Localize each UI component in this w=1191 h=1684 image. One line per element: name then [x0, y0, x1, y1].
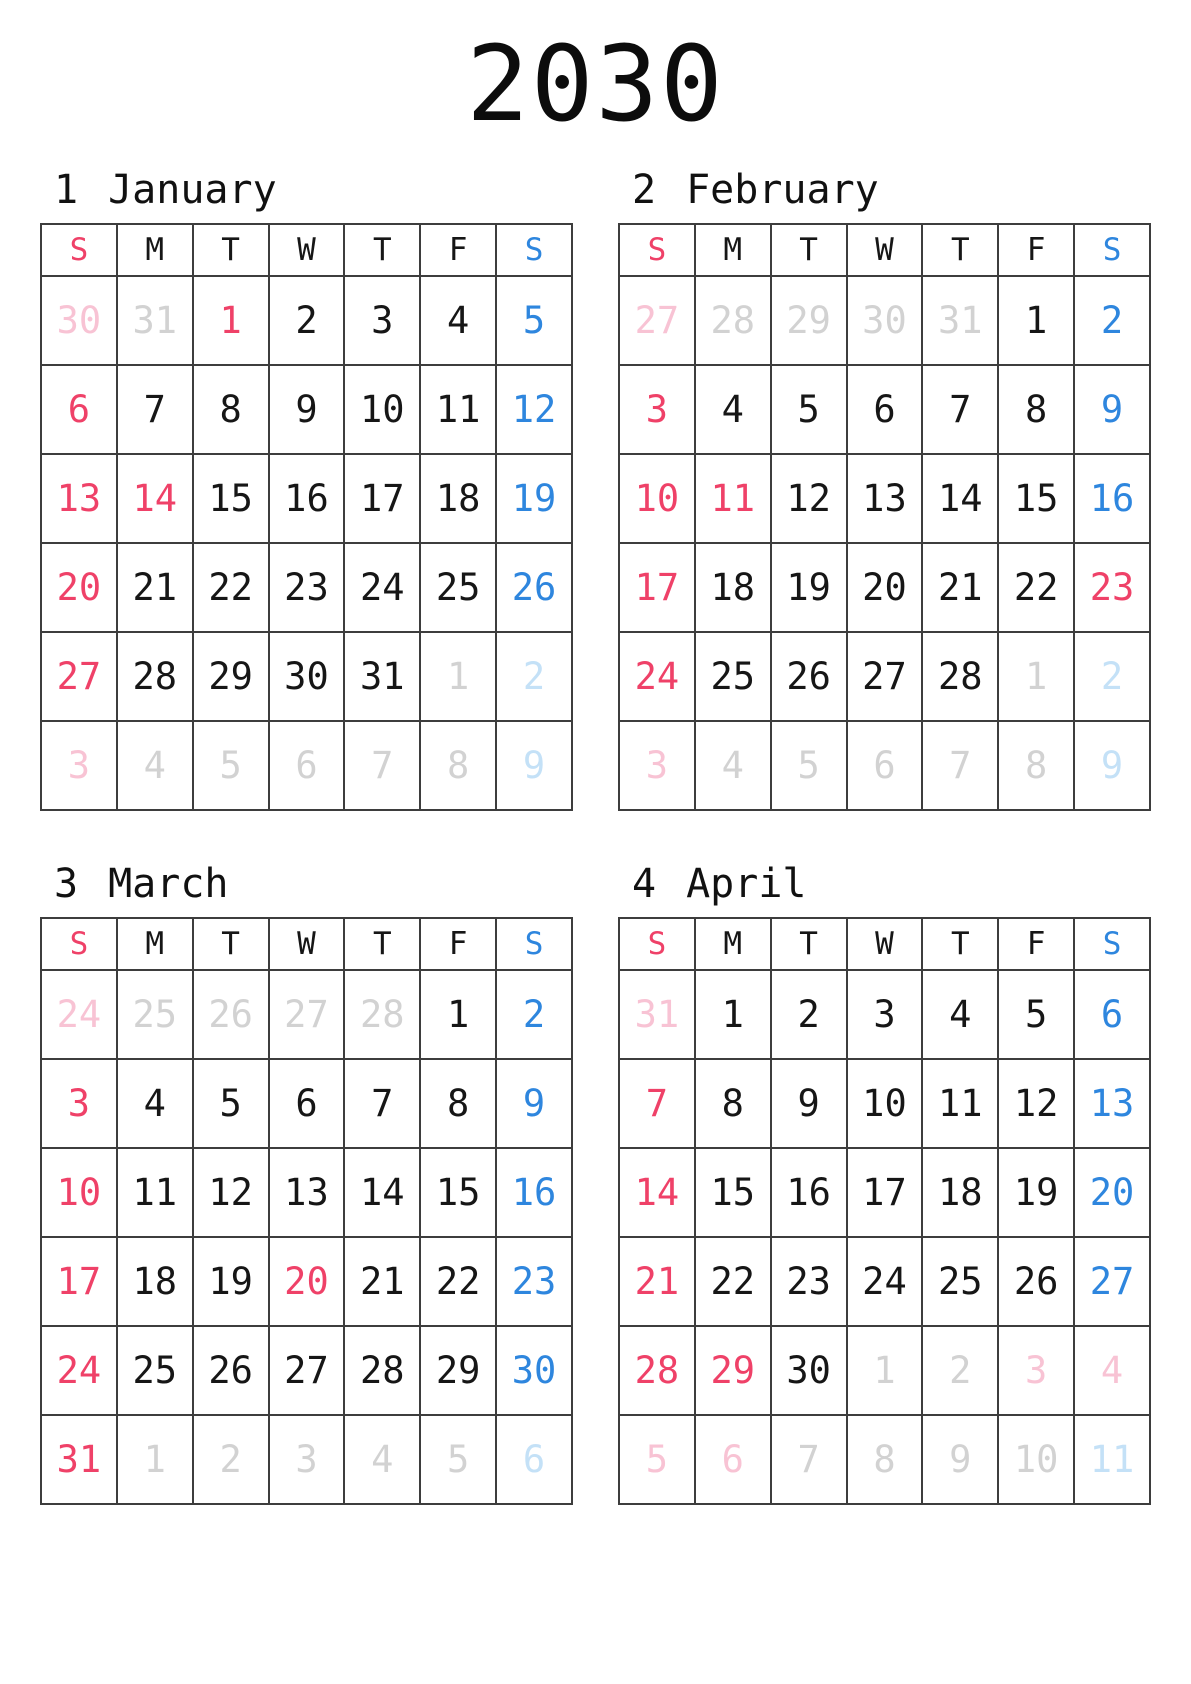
month-number: 3 [54, 861, 79, 908]
day-cell: 22 [998, 543, 1074, 632]
day-cell: 26 [193, 1326, 269, 1415]
day-cell: 5 [771, 721, 847, 810]
day-cell: 18 [420, 454, 496, 543]
day-cell: 8 [193, 365, 269, 454]
day-cell: 27 [619, 276, 695, 365]
day-cell: 21 [619, 1237, 695, 1326]
day-cell: 18 [117, 1237, 193, 1326]
day-cell: 5 [193, 1059, 269, 1148]
day-cell: 7 [344, 721, 420, 810]
day-cell: 28 [695, 276, 771, 365]
week-row [41, 1326, 572, 1415]
day-header-sunday: S [619, 918, 695, 970]
day-cell: 13 [269, 1148, 345, 1237]
day-cell: 25 [922, 1237, 998, 1326]
day-cell: 15 [998, 454, 1074, 543]
week-row [619, 454, 1150, 543]
day-header-t: T [771, 918, 847, 970]
day-cell: 8 [695, 1059, 771, 1148]
day-cell: 2 [193, 1415, 269, 1504]
day-cell: 9 [1074, 721, 1150, 810]
day-cell: 24 [41, 970, 117, 1059]
day-cell: 13 [847, 454, 923, 543]
day-cell: 8 [420, 721, 496, 810]
day-cell: 24 [847, 1237, 923, 1326]
day-header-t: T [344, 224, 420, 276]
month-april [618, 855, 1151, 1505]
day-cell: 3 [998, 1326, 1074, 1415]
month-name: February [686, 167, 879, 214]
day-cell: 28 [117, 632, 193, 721]
day-cell: 27 [269, 1326, 345, 1415]
day-cell: 31 [41, 1415, 117, 1504]
day-cell: 23 [496, 1237, 572, 1326]
day-cell: 23 [1074, 543, 1150, 632]
day-cell: 27 [1074, 1237, 1150, 1326]
day-cell: 16 [269, 454, 345, 543]
day-cell: 10 [41, 1148, 117, 1237]
day-cell: 24 [41, 1326, 117, 1415]
day-cell: 1 [847, 1326, 923, 1415]
day-cell: 6 [695, 1415, 771, 1504]
day-cell: 28 [344, 970, 420, 1059]
day-cell: 4 [695, 721, 771, 810]
day-header-t: T [922, 918, 998, 970]
week-row [619, 1059, 1150, 1148]
day-cell: 31 [117, 276, 193, 365]
day-cell: 28 [619, 1326, 695, 1415]
day-cell: 20 [269, 1237, 345, 1326]
day-cell: 9 [1074, 365, 1150, 454]
day-cell: 11 [922, 1059, 998, 1148]
day-cell: 5 [771, 365, 847, 454]
day-header-saturday: S [496, 918, 572, 970]
day-cell: 16 [496, 1148, 572, 1237]
day-cell: 14 [344, 1148, 420, 1237]
day-cell: 14 [922, 454, 998, 543]
day-cell: 5 [619, 1415, 695, 1504]
day-cell: 29 [420, 1326, 496, 1415]
day-cell: 1 [117, 1415, 193, 1504]
day-cell: 4 [344, 1415, 420, 1504]
month-name: March [108, 861, 229, 908]
day-cell: 16 [1074, 454, 1150, 543]
year-title: 2030 [466, 23, 725, 145]
week-row [619, 721, 1150, 810]
week-row [41, 1148, 572, 1237]
day-cell: 5 [496, 276, 572, 365]
day-cell: 11 [1074, 1415, 1150, 1504]
month-calendar-table [40, 917, 573, 1505]
day-cell: 3 [269, 1415, 345, 1504]
day-header-m: M [117, 224, 193, 276]
day-cell: 17 [619, 543, 695, 632]
day-cell: 21 [922, 543, 998, 632]
day-cell: 11 [117, 1148, 193, 1237]
day-cell: 15 [193, 454, 269, 543]
day-cell: 3 [619, 365, 695, 454]
month-name: April [686, 861, 807, 908]
day-cell: 12 [193, 1148, 269, 1237]
month-name: January [108, 167, 277, 214]
day-cell: 15 [420, 1148, 496, 1237]
day-cell: 19 [998, 1148, 1074, 1237]
day-cell: 22 [193, 543, 269, 632]
day-cell: 22 [695, 1237, 771, 1326]
day-cell: 26 [998, 1237, 1074, 1326]
day-cell: 1 [998, 276, 1074, 365]
month-march [40, 855, 573, 1505]
day-cell: 6 [847, 365, 923, 454]
day-header-row [41, 224, 572, 276]
day-cell: 27 [847, 632, 923, 721]
day-cell: 19 [496, 454, 572, 543]
day-cell: 30 [847, 276, 923, 365]
day-cell: 17 [847, 1148, 923, 1237]
day-header-f: F [420, 224, 496, 276]
day-cell: 28 [344, 1326, 420, 1415]
day-header-t: T [922, 224, 998, 276]
day-cell: 9 [496, 1059, 572, 1148]
day-cell: 4 [922, 970, 998, 1059]
week-row [619, 1237, 1150, 1326]
day-cell: 3 [847, 970, 923, 1059]
week-row [41, 543, 572, 632]
day-cell: 6 [269, 1059, 345, 1148]
week-row [41, 1059, 572, 1148]
month-label [632, 855, 1151, 907]
day-cell: 31 [344, 632, 420, 721]
day-cell: 7 [344, 1059, 420, 1148]
day-cell: 6 [496, 1415, 572, 1504]
day-cell: 10 [998, 1415, 1074, 1504]
day-cell: 21 [117, 543, 193, 632]
day-cell: 13 [1074, 1059, 1150, 1148]
day-cell: 30 [771, 1326, 847, 1415]
day-cell: 19 [193, 1237, 269, 1326]
month-calendar-table [618, 917, 1151, 1505]
day-cell: 29 [771, 276, 847, 365]
day-cell: 7 [771, 1415, 847, 1504]
day-cell: 30 [41, 276, 117, 365]
day-cell: 2 [496, 632, 572, 721]
day-cell: 17 [344, 454, 420, 543]
day-cell: 6 [847, 721, 923, 810]
day-cell: 6 [269, 721, 345, 810]
month-calendar-table [618, 223, 1151, 811]
day-cell: 1 [420, 970, 496, 1059]
week-row [619, 970, 1150, 1059]
day-cell: 27 [41, 632, 117, 721]
day-cell: 7 [922, 365, 998, 454]
day-cell: 5 [998, 970, 1074, 1059]
day-cell: 2 [922, 1326, 998, 1415]
month-calendar-table [40, 223, 573, 811]
day-cell: 31 [922, 276, 998, 365]
day-cell: 9 [496, 721, 572, 810]
week-row [41, 632, 572, 721]
day-cell: 10 [344, 365, 420, 454]
day-cell: 4 [117, 1059, 193, 1148]
day-cell: 5 [193, 721, 269, 810]
day-header-m: M [695, 918, 771, 970]
month-label [632, 161, 1151, 213]
day-header-row [619, 918, 1150, 970]
day-cell: 17 [41, 1237, 117, 1326]
week-row [41, 454, 572, 543]
week-row [619, 276, 1150, 365]
day-cell: 3 [344, 276, 420, 365]
day-cell: 29 [193, 632, 269, 721]
day-cell: 18 [695, 543, 771, 632]
day-cell: 11 [420, 365, 496, 454]
week-row [619, 543, 1150, 632]
day-cell: 12 [771, 454, 847, 543]
day-cell: 7 [117, 365, 193, 454]
month-label [54, 161, 573, 213]
day-cell: 5 [420, 1415, 496, 1504]
day-cell: 8 [998, 365, 1074, 454]
day-cell: 28 [922, 632, 998, 721]
day-cell: 25 [695, 632, 771, 721]
month-number: 2 [632, 167, 657, 214]
day-header-t: T [193, 918, 269, 970]
day-cell: 2 [496, 970, 572, 1059]
day-header-m: M [695, 224, 771, 276]
day-cell: 12 [496, 365, 572, 454]
day-cell: 20 [1074, 1148, 1150, 1237]
day-cell: 2 [771, 970, 847, 1059]
day-cell: 10 [619, 454, 695, 543]
day-cell: 4 [695, 365, 771, 454]
day-cell: 30 [496, 1326, 572, 1415]
day-cell: 6 [1074, 970, 1150, 1059]
day-cell: 9 [922, 1415, 998, 1504]
day-cell: 12 [998, 1059, 1074, 1148]
week-row [619, 1148, 1150, 1237]
day-header-t: T [344, 918, 420, 970]
day-cell: 25 [420, 543, 496, 632]
day-cell: 8 [847, 1415, 923, 1504]
month-february [618, 161, 1151, 811]
months-grid [0, 161, 1191, 1505]
day-header-sunday: S [619, 224, 695, 276]
week-row [619, 1326, 1150, 1415]
day-cell: 25 [117, 1326, 193, 1415]
week-row [41, 1237, 572, 1326]
month-number: 4 [632, 861, 657, 908]
day-cell: 19 [771, 543, 847, 632]
day-cell: 20 [41, 543, 117, 632]
day-cell: 23 [771, 1237, 847, 1326]
week-row [41, 721, 572, 810]
week-row [41, 970, 572, 1059]
day-header-saturday: S [1074, 918, 1150, 970]
week-row [619, 632, 1150, 721]
day-cell: 14 [117, 454, 193, 543]
day-header-f: F [998, 918, 1074, 970]
day-cell: 2 [1074, 276, 1150, 365]
day-header-sunday: S [41, 224, 117, 276]
month-number: 1 [54, 167, 79, 214]
week-row [619, 365, 1150, 454]
day-header-m: M [117, 918, 193, 970]
day-cell: 1 [695, 970, 771, 1059]
day-header-w: W [269, 918, 345, 970]
day-cell: 8 [998, 721, 1074, 810]
day-header-t: T [771, 224, 847, 276]
day-cell: 14 [619, 1148, 695, 1237]
day-cell: 6 [41, 365, 117, 454]
day-cell: 27 [269, 970, 345, 1059]
day-header-f: F [420, 918, 496, 970]
day-cell: 1 [420, 632, 496, 721]
day-cell: 25 [117, 970, 193, 1059]
day-cell: 29 [695, 1326, 771, 1415]
day-cell: 24 [344, 543, 420, 632]
day-cell: 10 [847, 1059, 923, 1148]
day-cell: 18 [922, 1148, 998, 1237]
day-cell: 1 [193, 276, 269, 365]
day-cell: 3 [619, 721, 695, 810]
day-cell: 9 [269, 365, 345, 454]
week-row [41, 276, 572, 365]
day-cell: 4 [420, 276, 496, 365]
day-header-row [619, 224, 1150, 276]
day-cell: 22 [420, 1237, 496, 1326]
day-cell: 13 [41, 454, 117, 543]
day-cell: 2 [269, 276, 345, 365]
day-cell: 23 [269, 543, 345, 632]
day-cell: 26 [496, 543, 572, 632]
month-label [54, 855, 573, 907]
day-cell: 7 [619, 1059, 695, 1148]
day-cell: 31 [619, 970, 695, 1059]
day-header-w: W [269, 224, 345, 276]
day-cell: 16 [771, 1148, 847, 1237]
day-cell: 26 [771, 632, 847, 721]
day-header-f: F [998, 224, 1074, 276]
week-row [41, 1415, 572, 1504]
day-cell: 4 [1074, 1326, 1150, 1415]
day-cell: 11 [695, 454, 771, 543]
day-cell: 7 [922, 721, 998, 810]
day-cell: 15 [695, 1148, 771, 1237]
day-cell: 20 [847, 543, 923, 632]
day-cell: 9 [771, 1059, 847, 1148]
day-header-t: T [193, 224, 269, 276]
day-cell: 21 [344, 1237, 420, 1326]
day-header-w: W [847, 918, 923, 970]
week-row [619, 1415, 1150, 1504]
day-cell: 4 [117, 721, 193, 810]
day-cell: 26 [193, 970, 269, 1059]
day-header-sunday: S [41, 918, 117, 970]
day-cell: 3 [41, 1059, 117, 1148]
day-header-w: W [847, 224, 923, 276]
day-cell: 24 [619, 632, 695, 721]
day-cell: 1 [998, 632, 1074, 721]
day-cell: 3 [41, 721, 117, 810]
day-cell: 30 [269, 632, 345, 721]
day-header-saturday: S [496, 224, 572, 276]
day-cell: 2 [1074, 632, 1150, 721]
day-header-saturday: S [1074, 224, 1150, 276]
week-row [41, 365, 572, 454]
month-january [40, 161, 573, 811]
day-header-row [41, 918, 572, 970]
day-cell: 8 [420, 1059, 496, 1148]
